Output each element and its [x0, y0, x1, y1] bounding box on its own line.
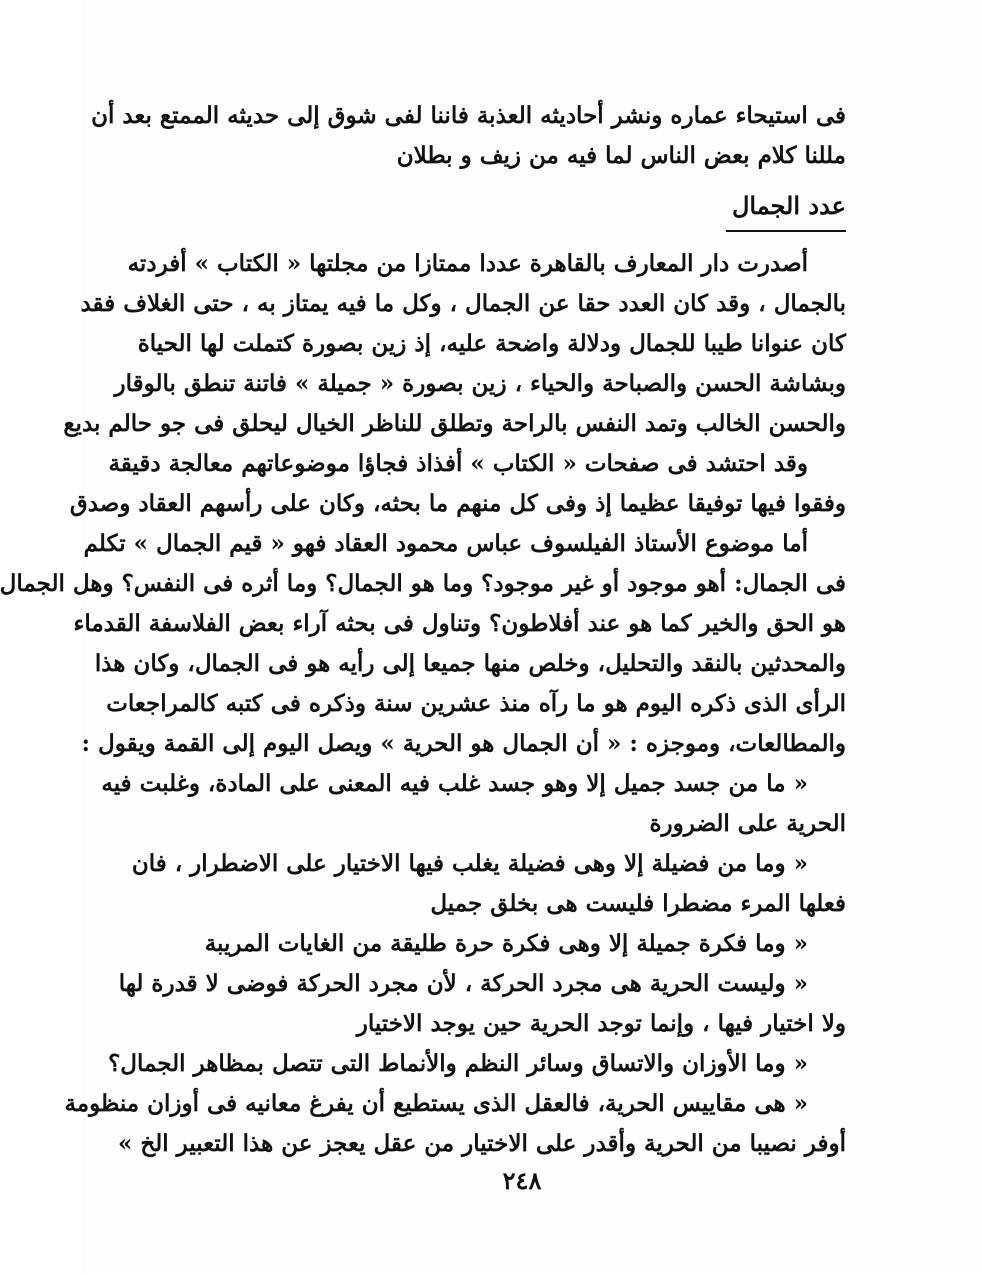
- heading-underline: [726, 230, 846, 232]
- intro-line-2: مللنا كلام بعض الناس لما فيه من زيف و بطلان: [396, 142, 846, 169]
- quote-line: فعلها المرء مضطرا فليست هى بخلق جميل: [430, 890, 846, 917]
- page-number: ٢٤٨: [502, 1166, 542, 1195]
- quote-line: ولا اختيار فيها ، وإنما توجد الحرية حين يوجد الاختيار: [356, 1010, 846, 1037]
- body-line: وبشاشة الحسن والصباحة والحياء ، زين بصورة « جميلة » فاتنة تنطق بالوقار: [114, 370, 846, 397]
- body-line: والحسن الخالب وتمد النفس بالراحة وتطلق للناظر الخيال ليحلق فى جو حالم بديع: [63, 410, 846, 437]
- quote-line: « هى مقاييس الحرية، فالعقل الذى يستطيع أن يفرغ معانيه فى أوزان منظومة: [64, 1090, 808, 1117]
- body-line: فى الجمال: أهو موجود أو غير موجود؟ وما هو الجمال؟ وما أثره فى النفس؟ وهل الجمال: [0, 570, 846, 597]
- quote-line: « وليست الحرية هى مجرد الحركة ، لأن مجرد الحركة فوضى لا قدرة لها: [118, 970, 808, 997]
- quote-line: « وما الأوزان والاتساق وسائر النظم والأنماط التى تتصل بمظاهر الجمال؟: [108, 1050, 808, 1077]
- body-line: بالجمال ، وقد كان العدد حقا عن الجمال ، وكل ما فيه يمتاز به ، حتى الغلاف فقد: [80, 290, 846, 317]
- intro-line-1: فى استيحاء عماره ونشر أحاديثه العذبة فاننا لفى شوق إلى حديثه الممتع بعد أن: [91, 102, 846, 129]
- body-line: أما موضوع الأستاذ الفيلسوف عباس محمود العقاد فهو « قيم الجمال » تكلم: [83, 530, 808, 557]
- section-heading: عدد الجمال: [731, 191, 846, 220]
- quote-line: « ما من جسد جميل إلا وهو جسد غلب فيه المعنى على المادة، وغلبت فيه: [101, 770, 808, 797]
- body-line: هو الحق والخير كما هو عند أفلاطون؟ وتناول فى بحثه آراء بعض الفلاسفة القدماء: [73, 610, 846, 637]
- body-line: كان عنوانا طيبا للجمال ودلالة واضحة عليه، إذ زين بصورة كتملت لها الحياة: [137, 330, 846, 357]
- body-line: الرأى الذى ذكره اليوم هو ما رآه منذ عشرين سنة وذكره فى كتبه كالمراجعات: [106, 690, 846, 717]
- body-line: وفقوا فيها توفيقا عظيما إذ وفى كل منهم ما بحثه، وكان على رأسهم العقاد وصدق: [69, 490, 846, 517]
- quote-line: « وما من فضيلة إلا وهى فضيلة يغلب فيها الاختيار على الاضطرار ، فان: [131, 850, 808, 877]
- quote-line: أوفر نصيبا من الحرية وأقدر على الاختيار من عقل يعجز عن هذا التعبير الخ »: [117, 1130, 846, 1157]
- body-line: والمطالعات، وموجزه : « أن الجمال هو الحرية » ويصل اليوم إلى القمة ويقول :: [81, 730, 846, 757]
- quote-line: الحرية على الضرورة: [649, 810, 846, 837]
- text-column: [0, 96, 846, 1164]
- quote-line: « وما فكرة جميلة إلا وهى فكرة حرة طليقة من الغايات المريبة: [204, 930, 808, 957]
- body-line: أصدرت دار المعارف بالقاهرة عددا ممتازا من مجلتها « الكتاب » أفردته: [127, 250, 808, 277]
- body-line: وقد احتشد فى صفحات « الكتاب » أفذاذ فجاؤا موضوعاتهم معالجة دقيقة: [108, 450, 808, 477]
- body-line: والمحدثين بالنقد والتحليل، وخلص منها جميعا إلى رأيه هو فى الجمال، وكان هذا: [94, 650, 846, 677]
